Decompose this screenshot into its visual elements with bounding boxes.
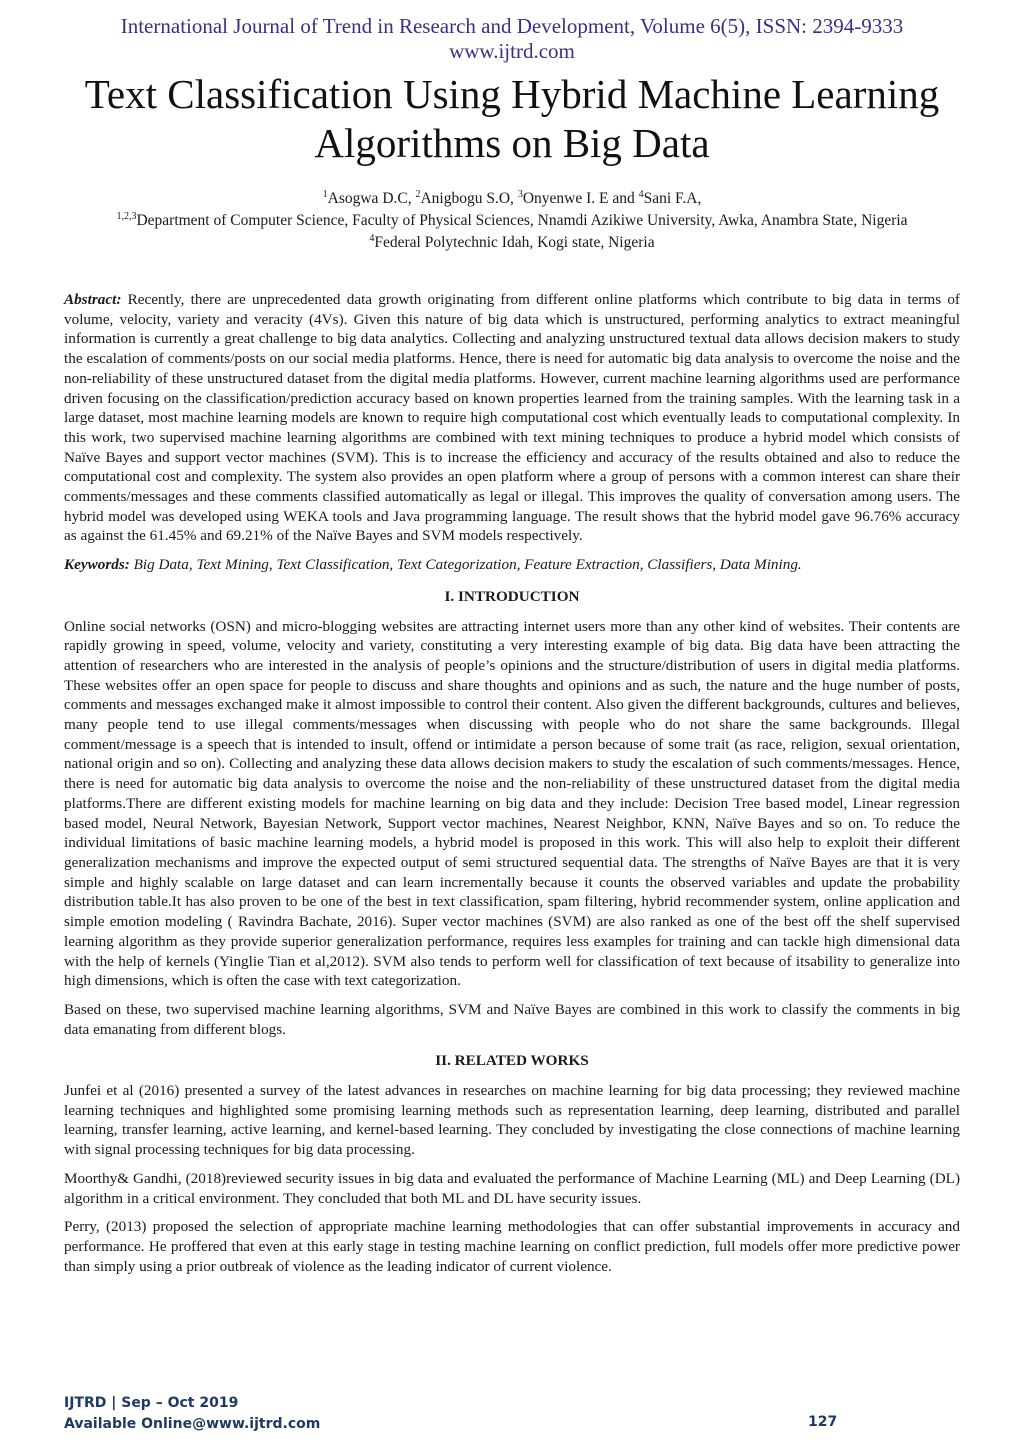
paper-title-line-1: Text Classification Using Hybrid Machine Learning (84, 71, 940, 117)
affiliation-2-text: Federal Polytechnic Idah, Kogi state, Nigeria (374, 234, 655, 251)
affiliation-1-sup: 1,2,3 (116, 211, 137, 222)
section-heading-introduction: I. INTRODUCTION (444, 587, 580, 605)
related-works-paragraph-2: Moorthy& Gandhi, (2018)reviewed security issues in big data and evaluated the performance of Machine Learning (ML) and Deep Learning (DL) algorithm in a critical environment. They concluded that both ML and DL have security issues. (64, 1169, 960, 1207)
author-3: Onyenwe I. E and (522, 190, 639, 207)
related-works-paragraph-1: Junfei et al (2016) presented a survey of the latest advances in researches on machine learning for big data processing; they reviewed machine learning techniques and highlighted some promising learning methods such as representation learning, deep learning, distributed and parallel learning, transfer learning, active learning, and kernel-based learning. They concluded by investigating the close connections of machine learning with signal processing techniques for big data processing. (64, 1082, 960, 1159)
author-4-sup: 4 (638, 189, 644, 200)
section-heading-related-works: II. RELATED WORKS (435, 1052, 589, 1070)
author-4: Sani F.A, (643, 190, 702, 207)
footer (64, 1393, 320, 1435)
affiliation-1-text: Department of Computer Science, Faculty of Physical Sciences, Nnamdi Azikiwe University, Awka, Anambra State, Nigeria (136, 212, 908, 229)
author-2: Anigbogu S.O, (420, 190, 518, 207)
author-1: Asogwa D.C, (327, 190, 416, 207)
keywords (64, 555, 960, 575)
author-list (20, 188, 1004, 210)
affiliation-2-sup: 4 (369, 233, 375, 244)
footer-issue: IJTRD | Sep – Oct 2019 (64, 1395, 239, 1411)
body-text (64, 290, 960, 1285)
journal-header (0, 14, 1024, 64)
introduction-paragraph-2: Based on these, two supervised machine learning algorithms, SVM and Naïve Bayes are combined in this work to classify the comments in big data emanating from different blogs. (64, 1000, 960, 1038)
introduction-paragraph-1: Online social networks (OSN) and micro-blogging websites are attracting internet users more than any other kind of websites. Their contents are rapidly growing in speed, volume, velocity and variety, constituting a very interesting example of big data. Big data have been attracting the attention of researchers who are interested in the analysis of people’s opinions and the structure/distribution of users in digital media platforms. These websites offer an open space for people to discuss and share thoughts and opinions and as such, the nature and the huge number of posts, comments and messages exchanged make it almost impossible to control their content. Also given the different backgrounds, cultures and believes, many people tend to use illegal comments/messages when discussing with people who do not share the same backgrounds. Illegal comment/message is a speech that is intended to insult, offend or intimidate a person because of some trait (as race, religion, sexual orientation, national origin and so on). Collecting and analyzing these data allows decision makers to study the escalation of such comments/messages. Hence, there is need for automatic big data analysis to overcome the noise and the non-reliability of these unstructured dataset from the digital media platforms.There are different existing models for machine learning on big data and they include: Decision Tree based model, Linear regression based model, Neural Network, Bayesian Network, Support vector machines, Nearest Neighbor, KNN, Naïve Bayes and so on. To reduce the individual limitations of basic machine learning models, a hybrid model is proposed in this work. This will also help to exploit their different generalization mechanisms and improve the expected output of semi structured sequential data. The strengths of Naïve Bayes are that it is very simple and highly scalable on large dataset and can learn incrementally because it counts the observed variables and update the probability distribution table.It has also proven to be one of the best in text classification, spam filtering, hybrid recommender system, online application and simple emotion modeling ( Ravindra Bachate, 2016). Super vector machines (SVM) are also ranked as one of the best off the shelf supervised learning algorithm as they provide superior generalization performance, requires less examples for training and can tackle high dimensional data with the help of kernels (Yinglie Tian et al,2012). SVM also tends to perform well for classification of text because of itsability to generalize into high dimensions, which is often the case with text categorization. (64, 617, 960, 990)
related-works-paragraph-3: Perry, (2013) proposed the selection of appropriate machine learning methodologies that can offer substantial improvements in accuracy and performance. He proffered that even at this early stage in testing machine learning on conflict prediction, full models offer more predictive power than simply using a prior outbreak of violence as the leading indicator of current violence. (64, 1218, 960, 1275)
affiliation-2 (20, 232, 1004, 254)
page-number: 127 (808, 1414, 838, 1430)
author-3-sup: 3 (517, 189, 523, 200)
author-2-sup: 2 (415, 189, 421, 200)
author-1-sup: 1 (322, 189, 328, 200)
keywords-label: Keywords: (64, 556, 130, 574)
paper-title-line-2: Algorithms on Big Data (314, 120, 710, 166)
affiliation-1 (20, 210, 1004, 232)
paper-title (40, 70, 984, 168)
author-block (20, 188, 1004, 254)
abstract-text: Recently, there are unprecedented data growth originating from different online platforms which contribute to big data in terms of volume, velocity, variety and veracity (4Vs). Given this nature of big data which is unstructured, performing analytics to extract meaningful information is currently a great challenge to big data analytics. Collecting and analyzing unstructured textual data allows decision makers to study the escalation of comments/posts on our social media platforms. Hence, there is need for automatic big data analysis to overcome the noise and the non-reliability of these unstructured dataset from the digital media platforms. However, current machine learning algorithms used are performance driven focusing on the classification/prediction accuracy based on known properties learned from the training samples. With the learning task in a large dataset, most machine learning models are known to require high computational cost which eventually leads to computational complexity. In this work, two supervised machine learning algorithms are combined with text mining techniques to produce a hybrid model which consists of Naïve Bayes and support vector machines (SVM). This is to increase the efficiency and accuracy of the results obtained and also to reduce the computational cost and complexity. The system also provides an open platform where a group of persons with a common interest can share their comments/messages and these comments classified automatically as legal or illegal. This improves the quality of conversation among users. The hybrid model was developed using WEKA tools and Java programming language. The result shows that the hybrid model gave 96.76% accuracy as against the 61.45% and 69.21% of the Naïve Bayes and SVM models respectively. (64, 291, 960, 545)
journal-url[interactable]: www.ijtrd.com (449, 39, 575, 63)
footer-online[interactable]: Available Online@www.ijtrd.com (64, 1416, 321, 1432)
abstract-label: Abstract: (64, 291, 122, 308)
keywords-text: Big Data, Text Mining, Text Classification, Text Categorization, Feature Extraction, Classifiers, Data Mining. (129, 556, 802, 574)
journal-name: International Journal of Trend in Research and Development, Volume 6(5), ISSN: 2394-9333 (120, 14, 904, 38)
abstract (64, 290, 960, 546)
